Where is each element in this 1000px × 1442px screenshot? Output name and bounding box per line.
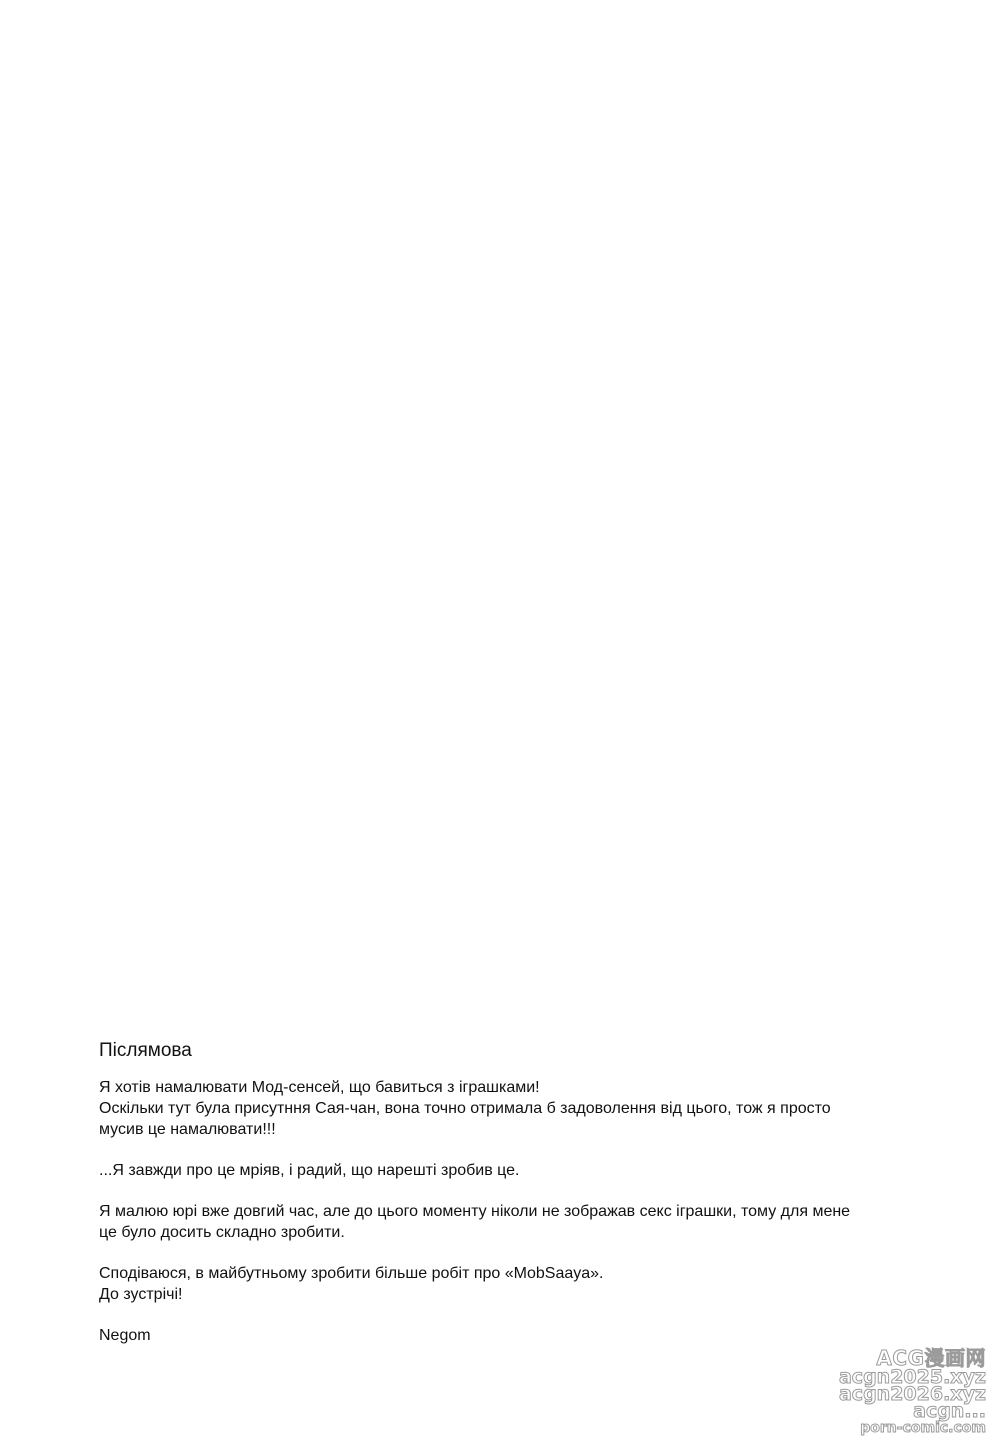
text-line: Я малюю юрі вже довгий час, але до цього моменту ніколи не зображав секс іграшки, тому для мене — [99, 1203, 851, 1220]
text-line: Оскільки тут була присутння Сая-чан, вона точно отримала б задоволення від цього, тож я просто — [99, 1100, 831, 1117]
text-line: це було досить складно зробити. — [99, 1224, 345, 1241]
paragraph-2 — [99, 1160, 939, 1181]
watermark-line: acgn2026.xyz — [838, 1383, 986, 1405]
paragraph-1 — [99, 1077, 939, 1140]
watermark — [836, 1346, 986, 1436]
afterword-section — [99, 1040, 939, 1366]
text-line: мусив це намалювати!!! — [99, 1121, 276, 1138]
watermark-line: ACG漫画网 — [876, 1346, 986, 1370]
text-line: Я хотів намалювати Мод-сенсей, що бавиться з іграшками! — [99, 1079, 540, 1096]
watermark-line: porn-comic.com — [860, 1420, 986, 1436]
afterword-title: Післямова — [99, 1040, 192, 1061]
paragraph-4 — [99, 1263, 939, 1305]
watermark-line: acgn2025.xyz — [838, 1366, 986, 1388]
signature: Negom — [99, 1327, 151, 1344]
paragraph-3 — [99, 1201, 939, 1243]
watermark-line: acgn... — [913, 1400, 986, 1422]
text-line: Сподіваюся, в майбутньому зробити більше робіт про «MobSaaya». — [99, 1265, 604, 1282]
text-line: ...Я завжди про це мріяв, і радий, що нарешті зробив це. — [99, 1162, 520, 1179]
text-line: До зустрічі! — [99, 1286, 183, 1303]
